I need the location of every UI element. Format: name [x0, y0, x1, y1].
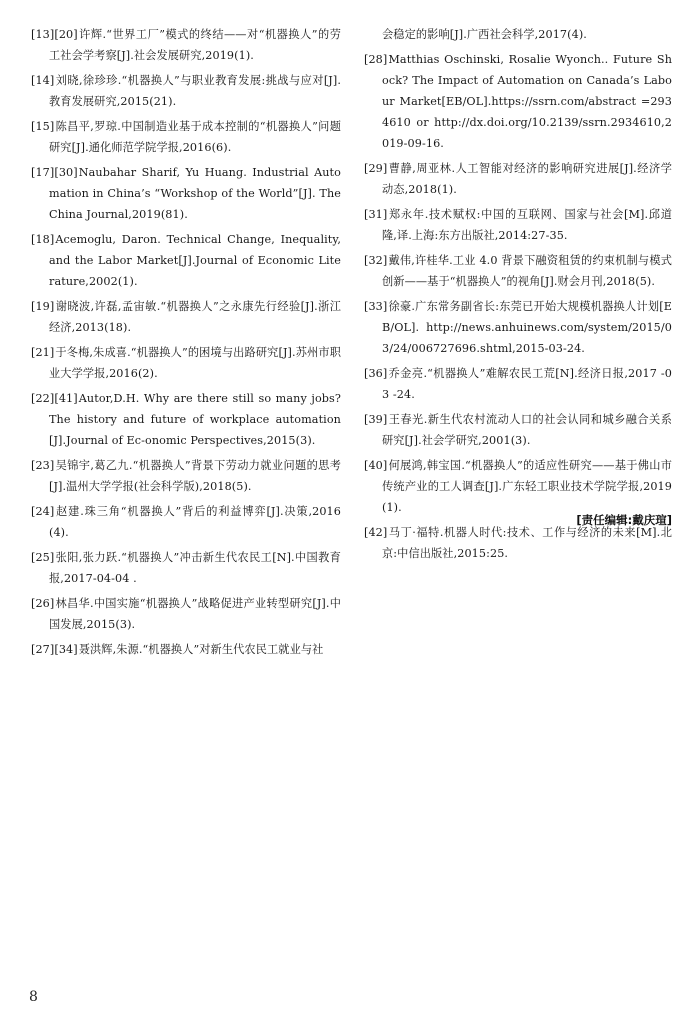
reference-text: 陈昌平,罗琼.中国制造业基于成本控制的“机器换人”问题研究[J].通化师范学院学报,2016(6). [49, 120, 341, 154]
reference-text: 聂洪辉,朱源.“机器换人”对新生代农民工就业与社 [78, 643, 324, 656]
reference-text: 于冬梅,朱成喜.“机器换人”的困境与出路研究[J].苏州市职业大学学报,2016(2). [49, 346, 341, 380]
reference-number: [14] [31, 74, 55, 87]
reference-entry [31, 547, 341, 589]
reference-text: Naubahar Sharif, Yu Huang. Industrial Automation in China’s “Workshop of the World”[J]. The China Journal,2019(81). [49, 166, 341, 221]
reference-entry [364, 158, 672, 200]
reference-text: 谢晓波,许磊,孟宙敏.“机器换人”之永康先行经验[J].浙江经济,2013(18). [49, 300, 341, 334]
reference-entry [364, 455, 672, 518]
reference-text: 何展鸿,韩宝国.“机器换人”的适应性研究——基于佛山市传统产业的工人调查[J].广东轻工职业技术学院学报,2019(1). [382, 459, 672, 514]
reference-entry [31, 639, 341, 660]
reference-entry [364, 250, 672, 292]
reference-entry [364, 49, 672, 154]
reference-number: [29] [364, 162, 388, 175]
reference-number: [19] [31, 300, 55, 313]
reference-entry [31, 342, 341, 384]
reference-entry [31, 162, 341, 225]
reference-text: 郑永年.技术赋权:中国的互联网、国家与社会[M].邱道隆,译.上海:东方出版社,2014:27-35. [382, 208, 672, 242]
reference-text: Matthias Oschinski, Rosalie Wyonch.. Future Shock? The Impact of Automation on Canada’s Labour Market[EB/OL].https://ssrn.com/abstract =2934610 or http://dx.doi.org/10.2139/ssrn.2934610,2019-09-16. [382, 53, 672, 150]
reference-number: [22][41] [31, 392, 78, 405]
reference-number: [13][20] [31, 28, 78, 41]
reference-text: 吴锦宇,葛乙九.“机器换人”背景下劳动力就业问题的思考[J].温州大学学报(社会科学版),2018(5). [49, 459, 341, 493]
reference-number: [18] [31, 233, 55, 246]
reference-number: [23] [31, 459, 55, 472]
reference-text: 林昌华.中国实施“机器换人”战略促进产业转型研究[J].中国发展,2015(3). [49, 597, 341, 631]
reference-number: [24] [31, 505, 55, 518]
reference-number: [28] [364, 53, 388, 66]
reference-text: 马丁·福特.机器人时代:技术、工作与经济的未来[M].北京:中信出版社,2015:25. [382, 526, 672, 560]
reference-number: [17][30] [31, 166, 78, 179]
reference-entry [364, 409, 672, 451]
reference-entry [31, 24, 341, 66]
reference-entry [31, 455, 341, 497]
reference-number: [39] [364, 413, 388, 426]
reference-text: Autor,D.H. Why are there still so many jobs? The history and future of workplace automation [J].Journal of Ec-onomic Perspectives,2015(3). [49, 392, 341, 447]
reference-number: [25] [31, 551, 55, 564]
reference-text: 王春光.新生代农村流动人口的社会认同和城乡融合关系研究[J].社会学研究,2001(3). [382, 413, 672, 447]
reference-entry [31, 388, 341, 451]
references-right-column [364, 24, 672, 568]
reference-number: [21] [31, 346, 55, 359]
reference-number: [15] [31, 120, 55, 133]
reference-number: [36] [364, 367, 388, 380]
reference-continuation [364, 24, 672, 45]
reference-entry [31, 70, 341, 112]
reference-text: 戴伟,许桂华.工业 4.0 背景下融资租赁的约束机制与模式创新——基于“机器换人”的视角[J].财会月刊,2018(5). [382, 254, 672, 288]
reference-text: Acemoglu, Daron. Technical Change, Inequality, and the Labor Market[J].Journal of Economic Literature,2002(1). [49, 233, 341, 288]
reference-entry [31, 229, 341, 292]
reference-text: 徐豪.广东常务副省长:东莞已开始大规模机器换人计划[EB/OL]. http://news.anhuinews.com/system/2015/03/24/006727696.shtml,2015-03-24. [382, 300, 672, 355]
reference-number: [27][34] [31, 643, 78, 656]
reference-entry [364, 204, 672, 246]
reference-entry [31, 501, 341, 543]
reference-text: 会稳定的影响[J].广西社会科学,2017(4). [382, 28, 587, 41]
reference-number: [32] [364, 254, 388, 267]
reference-number: [40] [364, 459, 388, 472]
reference-text: 许辉.“世界工厂”模式的终结——对“机器换人”的劳工社会学考察[J].社会发展研究,2019(1). [49, 28, 341, 62]
reference-entry [364, 296, 672, 359]
responsible-editor-note: [责任编辑:戴庆瑄] [576, 513, 672, 527]
reference-number: [33] [364, 300, 388, 313]
reference-text: 刘晓,徐珍珍.“机器换人”与职业教育发展:挑战与应对[J].教育发展研究,2015(21). [49, 74, 341, 108]
reference-text: 赵建.珠三角“机器换人”背后的利益博弈[J].决策,2016(4). [49, 505, 341, 539]
reference-number: [42] [364, 526, 388, 539]
reference-text: 乔金亮.“机器换人”难解农民工荒[N].经济日报,2017 -03 -24. [382, 367, 672, 401]
page-number: 8 [29, 989, 38, 1005]
reference-number: [31] [364, 208, 388, 221]
reference-number: [26] [31, 597, 55, 610]
references-left-column [31, 24, 341, 664]
reference-text: 张阳,张力跃.“机器换人”冲击新生代农民工[N].中国教育报,2017-04-04 . [49, 551, 341, 585]
reference-entry [364, 522, 672, 564]
reference-entry [31, 296, 341, 338]
reference-entry [364, 363, 672, 405]
reference-text: 曹静,周亚林.人工智能对经济的影响研究进展[J].经济学动态,2018(1). [382, 162, 672, 196]
reference-entry [31, 593, 341, 635]
reference-entry [31, 116, 341, 158]
